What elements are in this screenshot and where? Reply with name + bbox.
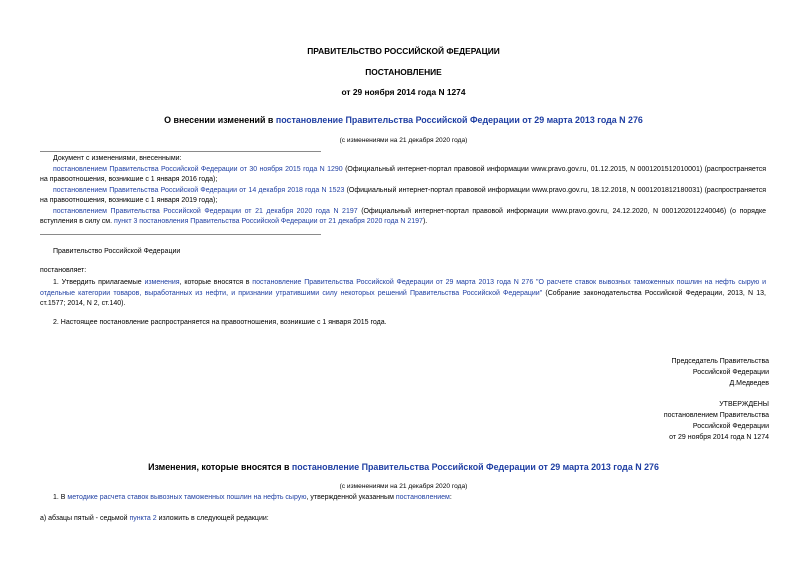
item1-end: :	[449, 494, 452, 501]
changes-box-top-rule	[40, 151, 321, 152]
resolves-label: постановляет:	[40, 267, 87, 274]
changes-title-link[interactable]: постановление Правительства Российской Федерации от 29 марта 2013 года N 276	[291, 462, 659, 472]
paragraph-1	[40, 278, 766, 310]
item-a-end: изложить в следующей редакции:	[156, 515, 269, 522]
government-heading: ПРАВИТЕЛЬСТВО РОССИЙСКОЙ ФЕДЕРАЦИИ	[307, 46, 500, 56]
approval-line-2: Российской Федерации	[692, 423, 769, 430]
changes-item-1	[53, 494, 452, 501]
p1-mid: , которые вносятся в	[179, 279, 253, 286]
item1-mid: , утвержденной указанным	[306, 494, 396, 501]
change-item-3	[40, 207, 766, 228]
change-link-3b[interactable]: пункт 3 постановления Правительства Российской Федерации от 21 декабря 2020 года N 2197	[114, 218, 423, 225]
changes-section-revision: (с изменениями на 21 декабря 2020 года)	[339, 483, 468, 490]
item1-link-method[interactable]: методике расчета ставок вывозных таможенных пошлин на нефть сырую	[67, 494, 307, 501]
signature-position-1: Председатель Правительства	[671, 358, 769, 365]
approval-line-3: от 29 ноября 2014 года N 1274	[669, 434, 769, 441]
change-item-2	[40, 186, 766, 207]
changes-section-title	[0, 462, 807, 472]
p1-link-resolution[interactable]: постановление Правительства Российской Федерации от 29 марта 2013 года N 276 "О расчете ставок вывозных таможенных пошлин на нефть сырую и отдельные категории товаров, выработанных из нефти, и признании утратившими силу некоторых решений Правительства Российской Федерации"	[40, 279, 766, 297]
p1-start: 1. Утвердить прилагаемые	[53, 279, 145, 286]
change-text-2: (Официальный интернет-портал правовой информации www.pravo.gov.ru, 18.12.2018, N 0001201812180031) (распространяется на правоотношения, возникшие с 1 января 2019 года);	[40, 186, 767, 204]
change-text-3b: ).	[422, 218, 428, 225]
title-prefix: О внесении изменений в	[164, 115, 276, 125]
changes-intro: Документ с изменениями, внесенными:	[53, 155, 182, 162]
government-label: Правительство Российской Федерации	[53, 248, 181, 255]
document-title	[0, 115, 807, 125]
title-revision: (с изменениями на 21 декабря 2020 года)	[339, 137, 468, 144]
document-date: от 29 ноября 2014 года N 1274	[341, 87, 466, 97]
p1-end: (Собрание законодательства Российской Федерации, 2013, N 13, ст.1577; 2014, N 2, ст.140).	[40, 289, 766, 307]
p1-link-changes[interactable]: изменения	[144, 279, 180, 286]
item1-start: 1. В	[53, 494, 68, 501]
changes-box-bottom-rule	[40, 234, 321, 235]
change-text-3: (Официальный интернет-портал правовой информации www.pravo.gov.ru, 24.12.2020, N 0001202012240046) (о порядке вступления в силу см.	[40, 207, 766, 225]
change-link-2[interactable]: постановлением Правительства Российской Федерации от 14 декабря 2018 года N 1523	[53, 186, 345, 194]
change-text-1: (Официальный интернет-портал правовой информации www.pravo.gov.ru, 01.12.2015, N 0001201512010001) (распространяется на правоотношения, возникшие с 1 января 2016 года);	[40, 165, 767, 183]
changes-box	[40, 154, 766, 228]
changes-item-a	[40, 515, 269, 522]
change-link-1[interactable]: постановлением Правительства Российской Федерации от 30 ноября 2015 года N 1290	[53, 165, 343, 173]
change-item-1	[40, 165, 766, 186]
document-type: ПОСТАНОВЛЕНИЕ	[365, 67, 442, 77]
approval-heading: УТВЕРЖДЕНЫ	[719, 401, 769, 408]
item-a-link[interactable]: пункта 2	[129, 515, 157, 522]
item-a-start: а) абзацы пятый - седьмой	[40, 515, 130, 522]
item1-link-resolution[interactable]: постановлением	[395, 494, 450, 501]
signature-name: Д.Медведев	[729, 380, 769, 387]
title-link[interactable]: постановление Правительства Российской Федерации от 29 марта 2013 года N 276	[275, 115, 643, 125]
approval-line-1: постановлением Правительства	[663, 412, 769, 419]
changes-title-prefix: Изменения, которые вносятся в	[148, 462, 292, 472]
paragraph-2: 2. Настоящее постановление распространяется на правоотношения, возникшие с 1 января 2015 года.	[53, 319, 387, 326]
signature-position-2: Российской Федерации	[692, 369, 769, 376]
change-link-3[interactable]: постановлением Правительства Российской Федерации от 21 декабря 2020 года N 2197	[53, 207, 358, 215]
